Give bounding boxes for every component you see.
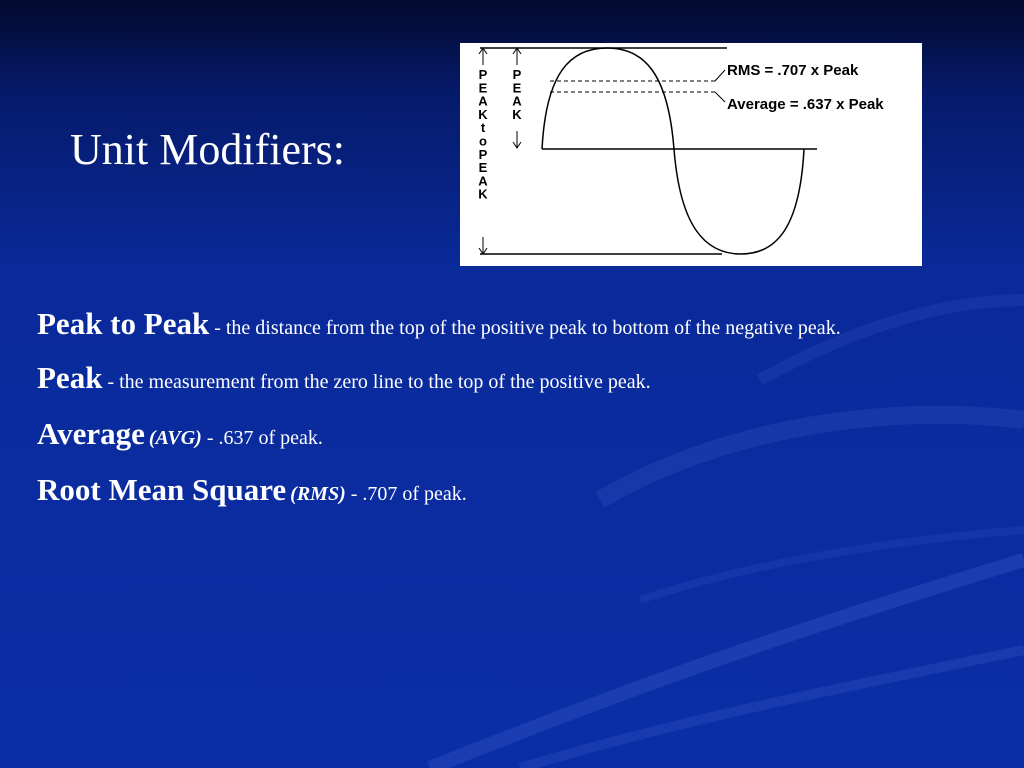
peak-to-peak-label-letter: A bbox=[478, 93, 488, 109]
peak-to-peak-label-letter: P bbox=[478, 146, 488, 162]
peak-to-peak-label-letter: K bbox=[478, 106, 488, 122]
peak-to-peak-label-letter: A bbox=[478, 173, 488, 189]
peak-to-peak-label bbox=[478, 67, 488, 202]
definition-term: Root Mean Square bbox=[37, 472, 287, 507]
definition-abbreviation: (RMS) bbox=[290, 483, 346, 505]
peak-label-letter: E bbox=[512, 80, 522, 96]
definition-description: - .637 of peak. bbox=[201, 427, 323, 449]
avg-label: Average = .637 x Peak bbox=[727, 96, 884, 113]
definition-term: Peak to Peak bbox=[37, 306, 210, 341]
rms-leader-line bbox=[715, 70, 725, 81]
peak-to-peak-label-letter: o bbox=[479, 133, 487, 149]
definition-description: - the measurement from the zero line to the top of the positive peak. bbox=[102, 371, 651, 393]
peak-label-letter: P bbox=[512, 67, 522, 82]
peak-to-peak-label-letter: E bbox=[478, 160, 488, 176]
definition-term: Average bbox=[37, 416, 145, 451]
definition-term: Peak bbox=[37, 360, 103, 395]
avg-leader-line bbox=[715, 92, 725, 102]
definitions-list bbox=[37, 308, 967, 528]
definition-abbreviation: (AVG) bbox=[148, 427, 202, 449]
definition-description: - .707 of peak. bbox=[345, 483, 467, 505]
definition-average bbox=[37, 416, 967, 458]
sine-wave-figure bbox=[460, 43, 922, 266]
peak-to-peak-label-letter: K bbox=[478, 186, 488, 202]
peak-label-letter: A bbox=[512, 93, 522, 109]
definition-peak-to-peak bbox=[37, 308, 967, 346]
rms-label: RMS = .707 x Peak bbox=[727, 62, 859, 79]
definition-description: - the distance from the top of the positive peak to bottom of the negative peak. bbox=[209, 317, 841, 339]
definition-rms bbox=[37, 472, 967, 514]
peak-to-peak-label-letter: E bbox=[478, 80, 488, 96]
peak-to-peak-label-letter: P bbox=[478, 67, 488, 82]
peak-to-peak-label-letter: t bbox=[480, 120, 486, 136]
slide-title: Unit Modifiers: bbox=[70, 125, 345, 174]
peak-label bbox=[512, 67, 522, 122]
peak-label-letter: K bbox=[512, 106, 522, 122]
definition-peak bbox=[37, 360, 967, 402]
sine-wave-diagram bbox=[460, 43, 922, 266]
